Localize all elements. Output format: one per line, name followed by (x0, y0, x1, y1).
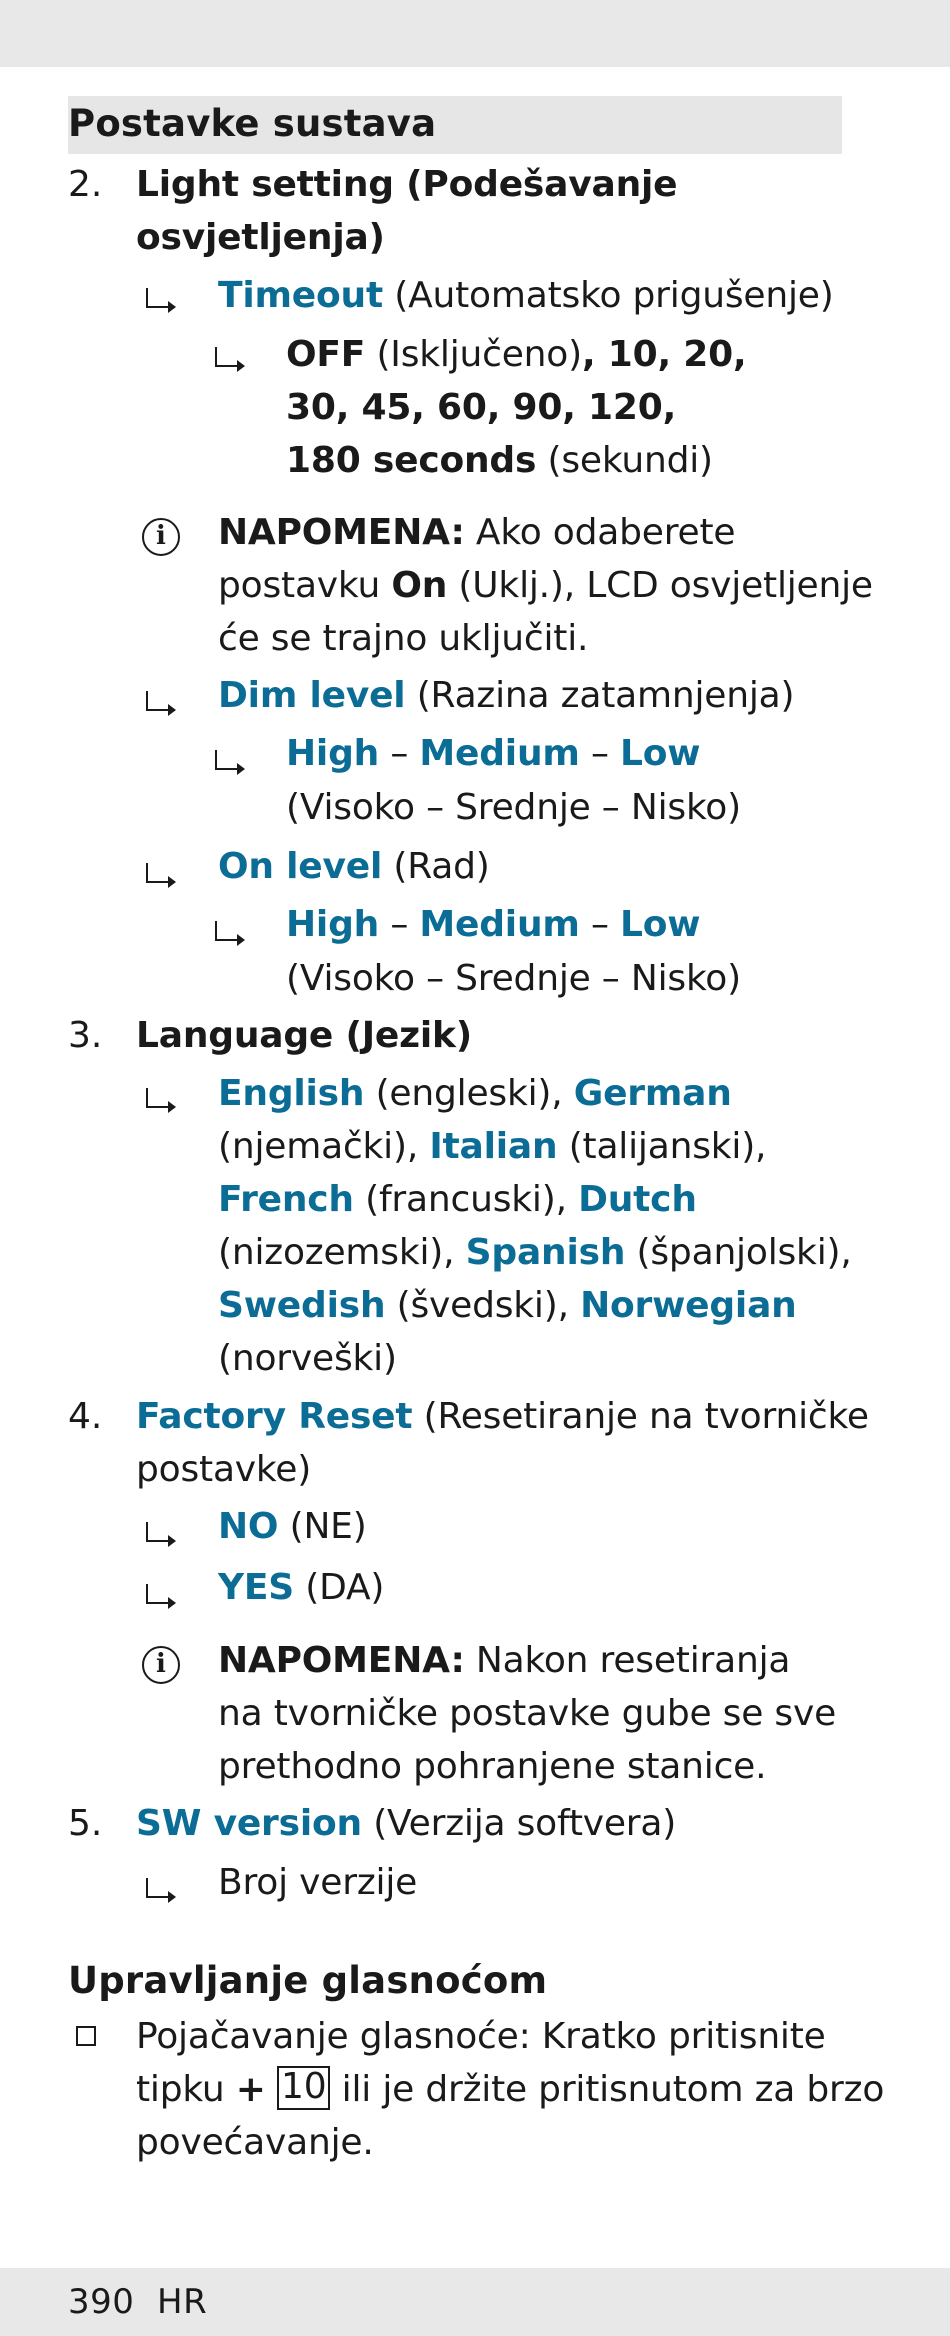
note-light: NAPOMENA: Ako odaberete (218, 512, 736, 553)
factory-reset-title: Factory Reset (Resetiranje na tvorničke (136, 1396, 869, 1437)
language-list-l5: Swedish (švedski), Norwegian (218, 1285, 797, 1326)
item-number-4: 4. (68, 1396, 103, 1437)
note-light-l3: će se trajno uključiti. (218, 618, 589, 659)
language-list-l6: (norveški) (218, 1338, 397, 1379)
language-title: Language (Jezik) (136, 1015, 473, 1056)
arrow-icon (146, 1584, 170, 1604)
item-number-5: 5. (68, 1803, 103, 1844)
language-list-l4: (nizozemski), Spanish (španjolski), (218, 1232, 852, 1273)
language-list-l2: (njemački), Italian (talijanski), (218, 1126, 767, 1167)
page-number: 390 HR (68, 2282, 208, 2322)
note-reset-l3: prethodno pohranjene stanice. (218, 1746, 767, 1787)
section-title-volume-control: Upravljanje glasnoćom (68, 1959, 548, 2002)
arrow-icon (146, 288, 170, 308)
arrow-icon (146, 691, 170, 711)
arrow-icon (215, 750, 239, 770)
header-band (0, 0, 950, 67)
note-reset: NAPOMENA: Nakon resetiranja (218, 1640, 791, 1681)
arrow-icon (146, 1878, 170, 1898)
on-level-options: High – Medium – Low (286, 904, 701, 945)
key-label-10: 10 (277, 2066, 330, 2110)
version-number-item: Broj verzije (218, 1862, 418, 1903)
reset-no-option: NO (NE) (218, 1506, 367, 1547)
arrow-icon (146, 1522, 170, 1542)
on-level-translation: (Visoko – Srednje – Nisko) (286, 958, 741, 999)
section-title-system-settings: Postavke sustava (68, 96, 842, 154)
reset-yes-option: YES (DA) (218, 1567, 385, 1608)
arrow-icon (215, 347, 239, 367)
arrow-icon (146, 863, 170, 883)
dim-level-line: Dim level (Razina zatamnjenja) (218, 675, 795, 716)
timeout-options-cont: 30, 45, 60, 90, 120, (286, 387, 677, 428)
arrow-icon (215, 921, 239, 941)
on-level-line: On level (Rad) (218, 846, 490, 887)
checkbox-bullet-icon (76, 2026, 96, 2046)
sw-version-title: SW version (Verzija softvera) (136, 1803, 677, 1844)
language-list-l3: French (francuski), Dutch (218, 1179, 697, 1220)
light-setting-title-cont: osvjetljenja) (136, 217, 385, 258)
info-icon: i (142, 1646, 180, 1684)
light-setting-title: Light setting (Podešavanje (136, 164, 678, 205)
volume-instruction-l2: tipku + 10 ili je držite pritisnutom za brzo (136, 2066, 885, 2110)
item-number-2: 2. (68, 164, 103, 205)
arrow-icon (146, 1088, 170, 1108)
item-number-3: 3. (68, 1015, 103, 1056)
timeout-line: Timeout (Automatsko prigušenje) (218, 275, 834, 316)
factory-reset-desc-cont: postavke) (136, 1449, 312, 1490)
volume-instruction-l3: povećavanje. (136, 2122, 374, 2163)
dim-level-options: High – Medium – Low (286, 733, 701, 774)
note-light-l2: postavku On (Uklj.), LCD osvjetljenje (218, 565, 873, 606)
timeout-options-seconds: 180 seconds (sekundi) (286, 440, 713, 481)
info-icon: i (142, 518, 180, 556)
note-reset-l2: na tvorničke postavke gube se sve (218, 1693, 837, 1734)
timeout-options: OFF (Isključeno), 10, 20, (286, 334, 747, 375)
language-list-l1: English (engleski), German (218, 1073, 732, 1114)
volume-instruction-l1: Pojačavanje glasnoće: Kratko pritisnite (136, 2016, 826, 2057)
dim-level-translation: (Visoko – Srednje – Nisko) (286, 787, 741, 828)
